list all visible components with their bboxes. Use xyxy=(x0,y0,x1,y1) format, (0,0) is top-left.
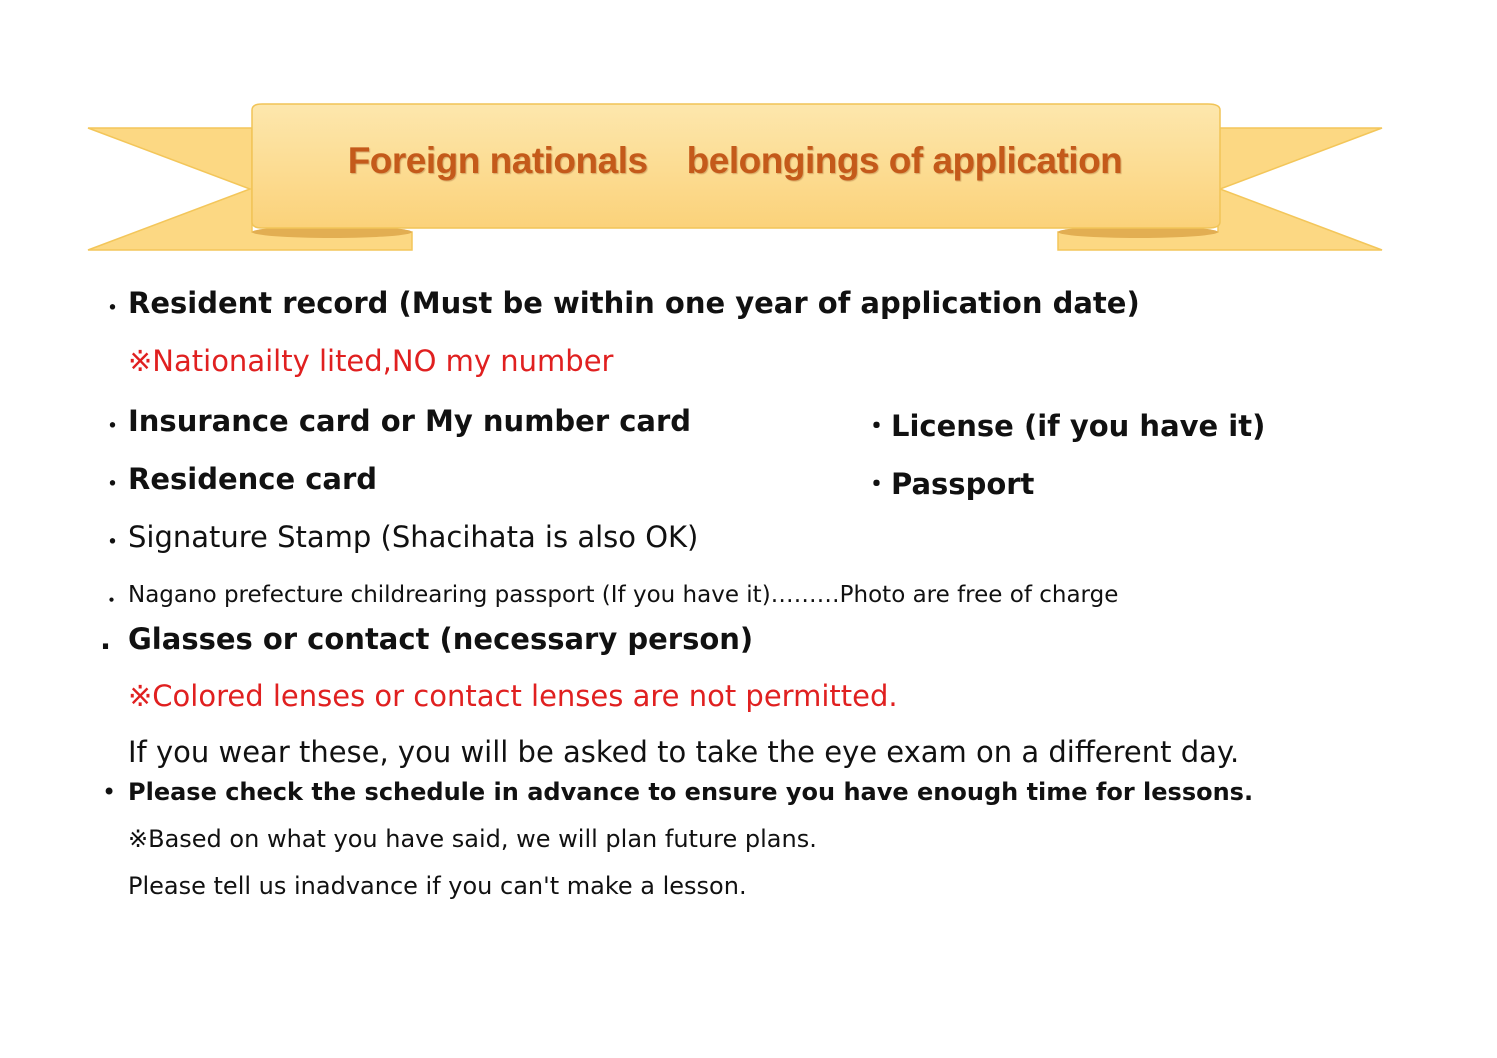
schedule-note: ※Based on what you have said, we will plan future plans. xyxy=(128,825,817,853)
list-bullet: ・ xyxy=(98,525,128,559)
signature-stamp-item: Signature Stamp (Shacihata is also OK) xyxy=(128,520,699,554)
glasses-warning: ※Colored lenses or contact lenses are not permitted. xyxy=(128,679,898,713)
schedule-item: Please check the schedule in advance to ensure you have enough time for lessons. xyxy=(128,778,1254,806)
resident-record-item: Resident record (Must be within one year of application date) xyxy=(128,286,1140,320)
childrearing-passport-item: Nagano prefecture childrearing passport (If you have it)………Photo are free of charge xyxy=(128,582,1119,608)
list-bullet: ・ xyxy=(100,588,123,614)
list-bullet: . xyxy=(100,622,112,656)
ribbon-banner xyxy=(0,0,1497,270)
glasses-item: Glasses or contact (necessary person) xyxy=(128,622,754,656)
list-bullet: ・ xyxy=(98,409,128,443)
insurance-card-item: Insurance card or My number card xyxy=(128,404,692,438)
list-bullet: • xyxy=(102,778,117,806)
schedule-note-absence: Please tell us inadvance if you can't make a lesson. xyxy=(128,872,747,900)
license-item: ・License (if you have it) xyxy=(862,409,1266,443)
residence-card-item: Residence card xyxy=(128,462,378,496)
list-bullet: ・ xyxy=(98,467,128,501)
resident-record-note: ※Nationailty lited,NO my number xyxy=(128,344,614,378)
passport-item: ・Passport xyxy=(862,467,1035,501)
glasses-note: If you wear these, you will be asked to take the eye exam on a different day. xyxy=(128,735,1240,769)
page-title: Foreign nationals belongings of application xyxy=(347,140,1123,181)
list-bullet: ・ xyxy=(98,291,128,325)
